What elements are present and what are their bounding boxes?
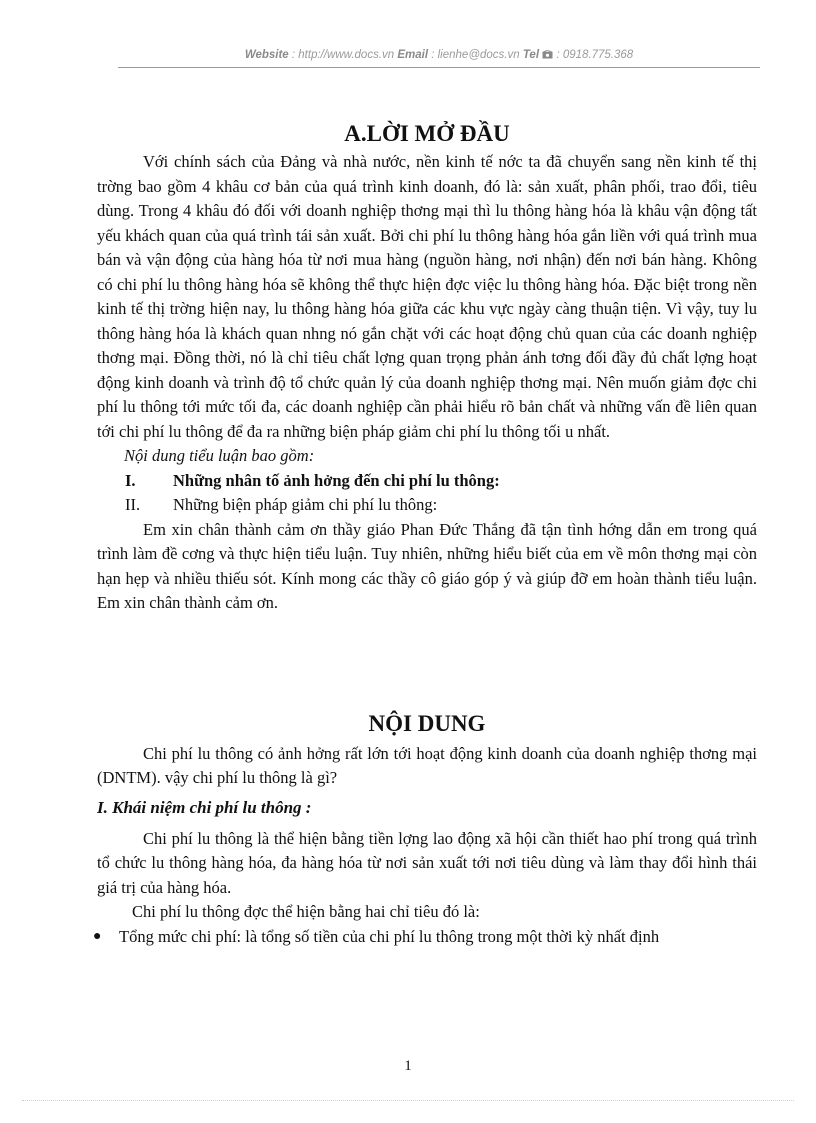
page-header	[118, 49, 760, 61]
contents-item-number: I.	[125, 470, 136, 490]
phone-icon	[542, 49, 556, 61]
contents-heading: Nội dung tiểu luận bao gồm:	[124, 446, 315, 465]
section-title-concept: I. Khái niệm chi phí lu thông :	[97, 797, 312, 817]
contents-item-number: II.	[125, 495, 141, 514]
header-divider	[118, 67, 760, 68]
indicators-intro: Chi phí lu thông đợc thể hiện bằng hai chỉ tiêu đó là:	[132, 902, 480, 921]
content-intro: Chi phí lu thông có ảnh hởng rất lớn tới hoạt động kinh doanh của doanh nghiệp thơng mại (DNTM). vậy chi phí lu thông là gì?	[97, 743, 757, 787]
thanks-paragraph: Em xin chân thành cảm ơn thầy giáo Phan Đức Thắng đã tận tình hớng dẫn em trong quá trình làm đề cơng và thực hiện tiểu luận. Tuy nhiên, những hiểu biết của em về môn thơng mại còn hạn hẹp và nhiều thiếu sót. Kính mong các thầy cô giáo góp ý và giúp đỡ em hoàn thành tiểu luận. Em xin chân thành cảm ơn.	[97, 519, 757, 612]
page-number: 1	[404, 1058, 412, 1074]
tel-label: Tel	[522, 49, 540, 61]
tel-value: : 0918.775.368	[556, 49, 634, 61]
website-value: : http://www.docs.vn	[288, 49, 398, 61]
email-label: Email	[397, 49, 429, 61]
title-introduction: A.LỜI MỞ ĐẦU	[344, 121, 510, 146]
page-bottom-border	[22, 1100, 794, 1101]
website-label: Website	[244, 49, 289, 61]
intro-paragraph: Với chính sách của Đảng và nhà nước, nền kinh tế nớc ta đã chuyển sang nền kinh tế thị trờng bao gồm 4 khâu cơ bản của quá trình kinh doanh, đó là: sản xuất, phân phối, trao đổi, tiêu dùng. Trong 4 khâu đó đối với doanh nghiệp thơng mại thì lu thông hàng hóa là khâu vận động tất yếu khách quan của quá trình tái sản xuất. Bởi chi phí lu thông hàng hóa gắn liền với quá trình mua bán và vận động của hàng hóa từ nơi mua hàng (nguồn hàng, nơi nhận) đến nơi bán hàng. Không có chi phí lu thông hàng hóa sẽ không thể thực hiện đợc việc lu thông hàng hóa. Đặc biệt trong nền kinh tế thị trờng hiện nay, lu thông hàng hóa giữa các khu vực ngày càng thuận tiện. Vì vậy, tuy lu thông hàng hóa là khách quan nhng nó gắn chặt với các hoạt động chủ quan của các doanh nghiệp thơng mại. Đồng thời, nó là chỉ tiêu chất lợng quan trọng phản ánh tơng đối đầy đủ chất lợng hoạt động kinh doanh và trình độ tổ chức quản lý của doanh nghiệp thơng mại. Nên muốn giảm đợc chi phí lu thông tới mức tối đa, các doanh nghiệp cần phải hiểu rõ bản chất và những vấn đề liên quan tới chi phí lu thông để đa ra những biện pháp giảm chi phí lu thông tối u nhất.	[97, 152, 757, 441]
bullet-icon: ●	[93, 928, 102, 944]
contents-item-1	[97, 469, 757, 494]
email-value: : lienhe@docs.vn	[428, 49, 523, 61]
contents-item-text: Những biện pháp giảm chi phí lu thông:	[173, 495, 438, 514]
bullet-item	[93, 925, 757, 950]
definition-paragraph: Chi phí lu thông là thể hiện bằng tiền lợng lao động xã hội cần thiết hao phí trong quá trình tổ chức lu thông hàng hóa, đa hàng hóa từ nơi sản xuất tới nơi tiêu dùng và làm thay đổi hình thái giá trị của hàng hóa.	[97, 828, 757, 897]
bullet-text: Tổng mức chi phí: là tổng số tiền của chi phí lu thông trong một thời kỳ nhất định	[119, 926, 660, 946]
contents-item-2	[97, 493, 757, 518]
title-content: NỘI DUNG	[368, 710, 486, 736]
contents-item-text: Những nhân tố ảnh hởng đến chi phí lu thông:	[173, 470, 500, 490]
document-body	[93, 120, 757, 949]
